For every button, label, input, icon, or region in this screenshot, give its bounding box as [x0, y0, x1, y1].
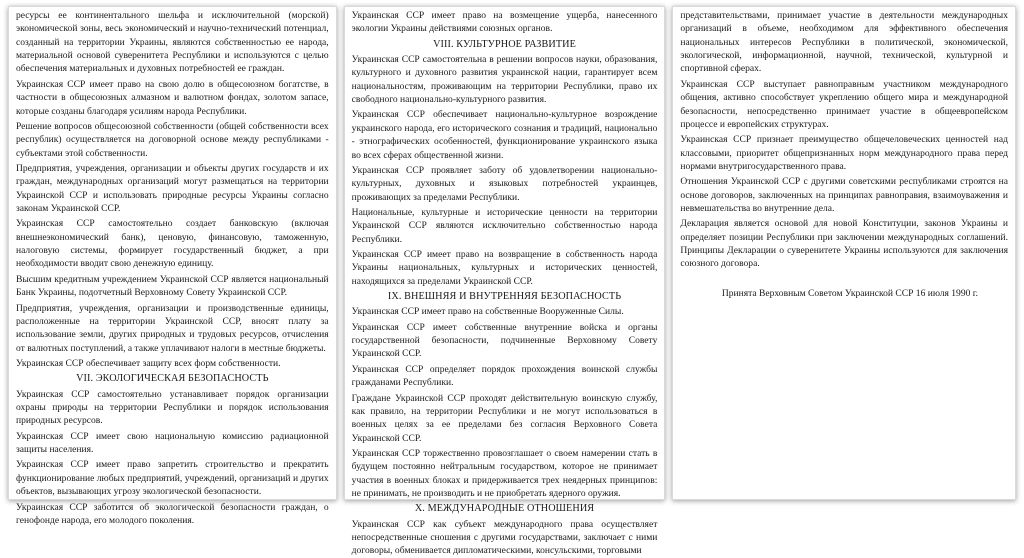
paragraph: Решение вопросов общесоюзной собственности (общей собственности всех республик) осуществляется на договорной основе между республиками - субъектами этой собственности.	[16, 120, 329, 159]
paragraph: Украинская ССР определяет порядок прохождения воинской службы гражданами Республики.	[351, 363, 658, 389]
paragraph: Украинская ССР имеет право на свою долю в общесоюзном богатстве, в частности в общесоюзных алмазном и валютном фондах, золотом запасе, которые созданы благодаря усилиям народа Республики.	[16, 78, 329, 117]
paragraph: Украинская ССР торжественно провозглашает о своем намерении стать в будущем постоянно нейтральным государством, которое не принимает участия в военных блоках и придерживается трех неядерных принципов: не принимать, не производить и не приобретать ядерного оружия.	[351, 447, 658, 500]
paragraph-group	[16, 9, 329, 370]
paragraph: Украинская ССР имеет собственные внутренние войска и органы государственной безопасности, подчиненные Верховному Совету Украинской ССР.	[351, 321, 658, 360]
paragraph: Декларация является основой для новой Конституции, законов Украины и определяет позиции Республики при заключении международных соглашений. Принципы Декларации о суверенитете Украины используются для заключения союзного договора.	[680, 218, 1008, 270]
adoption-signature: Принята Верховным Советом Украинской ССР 16 июля 1990 г.	[721, 287, 978, 299]
paragraph: Предприятия, учреждения, организации и объекты других государств и их граждан, международных организаций могут размещаться на территории Украинской ССР и использовать природные ресурсы Украины согласно законам Украинской ССР.	[16, 162, 329, 215]
paragraph: представительствами, принимает участие в деятельности международных организаций в объеме, необходимом для эффективного обеспечения национальных интересов Республики в политической, экономической, экологической, информационной, научной, технической, культурной и спортивной сферах.	[680, 10, 1008, 75]
column-1	[8, 6, 337, 526]
paragraph: Украинская ССР обеспечивает защиту всех форм собственности.	[16, 357, 281, 369]
paragraph: Украинская ССР заботится об экологической безопасности граждан, о генофонде народа, его молодого поколения.	[16, 501, 329, 526]
paragraph: Высшим кредитным учреждением Украинской ССР является национальный Банк Украины, подотчетный Верховному Совету Украинской ССР.	[16, 273, 329, 299]
paragraph: Украинская ССР проявляет заботу об удовлетворении национально-культурных, духовных и языковых потребностей украинцев, проживающих за пределами Республики.	[351, 164, 658, 203]
section-heading-viii: VIII. КУЛЬТУРНОЕ РАЗВИТИЕ	[433, 38, 576, 50]
paragraph: Украинская ССР самостоятельно устанавливает порядок организации охраны природы на территории Республики и порядок использования природных ресурсов.	[16, 388, 329, 427]
paragraph: Граждане Украинской ССР проходят действительную воинскую службу, как правило, на территории Республики и не могут использоваться в военных целях за ее пределами без согласия Верховного Совета Украинской ССР.	[351, 392, 658, 444]
paragraph-group	[680, 9, 1008, 271]
section-heading-ix: IX. ВНЕШНЯЯ И ВНУТРЕННЯЯ БЕЗОПАСНОСТЬ	[387, 291, 622, 303]
paragraph: Украинская ССР имеет право запретить строительство и прекратить функционирование любых предприятий, учреждений, организаций и других объектов, вызывающих угрозу экологической безопасности.	[16, 459, 329, 498]
section-heading-x: X. МЕЖДУНАРОДНЫЕ ОТНОШЕНИЯ	[414, 503, 595, 515]
section-heading-vii: VII. ЭКОЛОГИЧЕСКАЯ БЕЗОПАСНОСТЬ	[76, 373, 269, 385]
paragraph: Украинская ССР имеет право на возмещение ущерба, нанесенного экологии Украины действиями союзных органов.	[351, 10, 658, 35]
paragraph: Украинская ССР самостоятельна в решении вопросов науки, образования, культурного и духовного развития украинской нации, гарантирует всем национальностям, проживающим на территории Республики, право их свободного национально-культурного развития.	[351, 54, 658, 106]
paragraph: Национальные, культурные и исторические ценности на территории Украинской ССР являются исключительно собственностью народа Республики.	[351, 206, 658, 245]
paragraph: Украинская ССР имеет свою национальную комиссию радиационной защиты населения.	[16, 430, 329, 456]
column-2	[344, 6, 666, 557]
paragraph: Украинская ССР самостоятельно создает банковскую (включая внешнеэкономический банк), ценовую, финансовую, таможенную, налоговую системы, формирует государственный бюджет, а при необходимости вводит свою денежную единицу.	[16, 218, 329, 270]
paragraph: Отношения Украинской ССР с другими советскими республиками строятся на основе договоров, заключенных на принципах равноправия, взаимоуважения и невмешательства во внутренние дела.	[680, 176, 1008, 215]
paragraph-group	[352, 53, 658, 288]
paragraph: Предприятия, учреждения, организации и производственные единицы, расположенные на территории Украинской ССР, вносят плату за использование земли, других природных и трудовых ресурсов, отчисления от валютных поступлений, а также уплачивают налоги в местные бюджеты.	[16, 302, 329, 354]
paragraph-group	[352, 9, 658, 36]
paragraph: Украинская ССР как субъект международного права осуществляет непосредственные сношения с другими государствами, заключает с ними договоры, обменивается дипломатическими, консульскими, торговыми	[351, 518, 658, 557]
column-3	[672, 6, 1016, 500]
paragraph: ресурсы ее континентального шельфа и исключительной (морской) экономической зоны, весь экономический и научно-технический потенциал, созданный на территории Украины, являются собственностью ее народа, материальной основой суверенитета Республики и используются с целью обеспечения материальных и духовных потребностей ее граждан.	[16, 10, 329, 75]
paragraph-group	[16, 388, 329, 528]
paragraph-group	[352, 305, 658, 500]
paragraph: Украинская ССР выступает равноправным участником международного общения, активно способствует укреплению общего мира и международной безопасности, непосредственно принимает участие в общеевропейском процессе и европейских структурах.	[680, 78, 1008, 130]
paragraph: Украинская ССР признает преимущество общечеловеческих ценностей над классовыми, приоритет общепризнанных норм международного права перед нормами внутригосударственного права.	[680, 134, 1008, 172]
paragraph: Украинская ССР имеет право на собственные Вооруженные Силы.	[351, 306, 624, 318]
paragraph: Украинская ССР имеет право на возвращение в собственность народа Украины национальных, культурных и исторических ценностей, находящихся за пределами Украинской ССР.	[351, 249, 658, 287]
paragraph: Украинская ССР обеспечивает национально-культурное возрождение украинского народа, его исторического сознания и традиций, национально - этнографических особенностей, функционирование украинского языка во всех сферах общественной жизни.	[351, 109, 658, 161]
paragraph-group	[352, 518, 658, 558]
